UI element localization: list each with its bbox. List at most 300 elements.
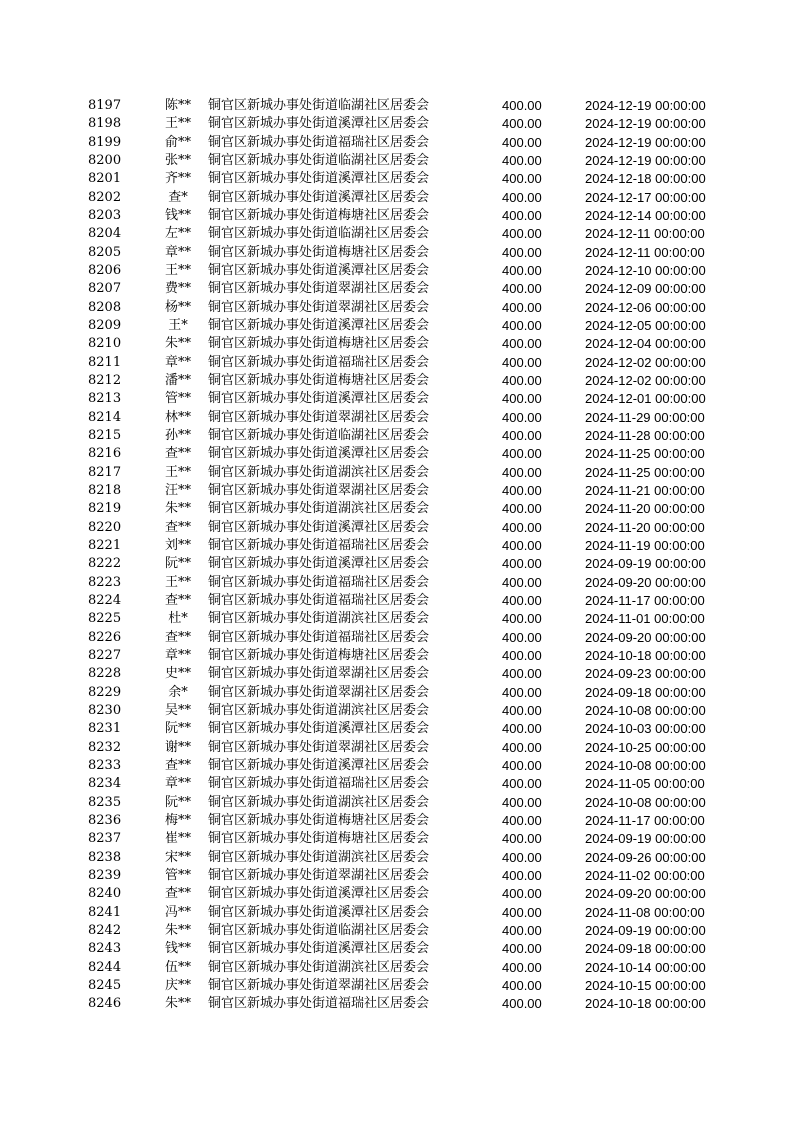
- community-name-cell: 铜官区新城办事处街道福瑞社区居委会: [208, 134, 430, 150]
- community-name-cell: 铜官区新城办事处街道临湖社区居委会: [208, 226, 430, 242]
- record-id-cell: 8223: [88, 574, 122, 590]
- payment-date-cell: 2024-12-19 00:00:00: [585, 153, 706, 169]
- amount-cell: 400.00: [502, 959, 542, 975]
- community-name-cell: 铜官区新城办事处街道溪潭社区居委会: [208, 941, 430, 957]
- amount-cell: 400.00: [502, 776, 542, 792]
- table-row: [88, 885, 715, 903]
- recipient-name-cell: 查*: [168, 189, 188, 205]
- amount-cell: 400.00: [502, 391, 542, 407]
- payment-date-cell: 2024-11-21 00:00:00: [585, 483, 705, 499]
- community-name-cell: 铜官区新城办事处街道溪潭社区居委会: [208, 391, 430, 407]
- record-id-cell: 8215: [88, 428, 122, 444]
- record-id-cell: 8243: [88, 941, 122, 957]
- table-row: [88, 317, 715, 335]
- amount-cell: 400.00: [502, 721, 542, 737]
- record-id-cell: 8235: [88, 794, 122, 810]
- recipient-name-cell: 阮**: [164, 556, 191, 572]
- amount-cell: 400.00: [502, 98, 542, 114]
- payment-date-cell: 2024-11-28 00:00:00: [585, 428, 705, 444]
- recipient-name-cell: 史**: [164, 666, 191, 682]
- payment-date-cell: 2024-12-11 00:00:00: [585, 244, 705, 260]
- payment-date-cell: 2024-10-18 00:00:00: [585, 648, 706, 663]
- payment-date-cell: 2024-11-17 00:00:00: [585, 593, 705, 609]
- amount-cell: 400.00: [502, 611, 542, 627]
- payment-date-cell: 2024-11-19 00:00:00: [585, 538, 705, 554]
- record-id-cell: 8228: [88, 666, 122, 682]
- payment-date-cell: 2024-10-08 00:00:00: [585, 702, 706, 718]
- recipient-name-cell: 汪**: [164, 483, 191, 499]
- record-id-cell: 8239: [88, 867, 122, 883]
- recipient-name-cell: 章**: [164, 244, 191, 260]
- record-id-cell: 8214: [88, 409, 122, 425]
- recipient-name-cell: 朱**: [164, 996, 191, 1012]
- table-row: [88, 940, 715, 958]
- recipient-name-cell: 钱**: [164, 208, 191, 224]
- record-id-cell: 8213: [88, 391, 122, 407]
- payment-date-cell: 2024-12-10 00:00:00: [585, 263, 706, 279]
- record-id-cell: 8210: [88, 336, 122, 352]
- amount-cell: 400.00: [502, 757, 542, 773]
- community-name-cell: 铜官区新城办事处街道临湖社区居委会: [208, 922, 430, 938]
- payment-date-cell: 2024-11-20 00:00:00: [585, 519, 705, 535]
- recipient-name-cell: 吴**: [164, 702, 191, 718]
- recipient-name-cell: 管**: [164, 391, 191, 407]
- payment-date-cell: 2024-10-15 00:00:00: [585, 977, 706, 993]
- payment-date-cell: 2024-12-19 00:00:00: [585, 116, 706, 132]
- recipient-name-cell: 庆**: [164, 977, 191, 993]
- recipient-name-cell: 查**: [164, 593, 191, 609]
- payment-date-cell: 2024-12-01 00:00:00: [585, 391, 706, 407]
- record-id-cell: 8232: [88, 739, 122, 755]
- payment-date-cell: 2024-10-03 00:00:00: [585, 721, 706, 737]
- record-id-cell: 8220: [88, 519, 122, 535]
- community-name-cell: 铜官区新城办事处街道临湖社区居委会: [208, 98, 430, 114]
- amount-cell: 400.00: [502, 501, 542, 517]
- community-name-cell: 铜官区新城办事处街道溪潭社区居委会: [208, 721, 430, 737]
- community-name-cell: 铜官区新城办事处街道福瑞社区居委会: [208, 538, 430, 554]
- table-row: [88, 299, 715, 317]
- community-name-cell: 铜官区新城办事处街道溪潭社区居委会: [208, 519, 430, 535]
- amount-cell: 400.00: [502, 281, 542, 297]
- recipient-name-cell: 刘**: [164, 538, 191, 554]
- community-name-cell: 铜官区新城办事处街道溪潭社区居委会: [208, 263, 430, 279]
- record-id-cell: 8225: [88, 611, 122, 627]
- record-id-cell: 8227: [88, 648, 122, 663]
- payment-date-cell: 2024-11-05 00:00:00: [585, 776, 705, 792]
- community-name-cell: 铜官区新城办事处街道湖滨社区居委会: [208, 464, 430, 480]
- record-id-cell: 8226: [88, 629, 122, 645]
- recipient-name-cell: 钱**: [164, 941, 191, 957]
- payment-date-cell: 2024-10-08 00:00:00: [585, 757, 706, 773]
- amount-cell: 400.00: [502, 171, 542, 187]
- record-id-cell: 8207: [88, 281, 122, 297]
- table-row: [88, 702, 715, 720]
- table-row: [88, 977, 715, 995]
- table-row: [88, 537, 715, 555]
- table-row: [88, 115, 715, 133]
- table-row: [88, 280, 715, 298]
- amount-cell: 400.00: [502, 831, 542, 847]
- table-row: [88, 262, 715, 280]
- record-id-cell: 8234: [88, 776, 122, 792]
- record-id-cell: 8236: [88, 812, 122, 828]
- amount-cell: 400.00: [502, 977, 542, 993]
- payment-date-cell: 2024-09-20 00:00:00: [585, 629, 706, 645]
- payment-date-cell: 2024-12-14 00:00:00: [585, 208, 706, 224]
- table-row: [88, 720, 715, 738]
- record-id-cell: 8199: [88, 134, 122, 150]
- community-name-cell: 铜官区新城办事处街道福瑞社区居委会: [208, 629, 430, 645]
- table-row: [88, 592, 715, 610]
- table-row: [88, 170, 715, 188]
- community-name-cell: 铜官区新城办事处街道翠湖社区居委会: [208, 684, 430, 700]
- community-name-cell: 铜官区新城办事处街道梅塘社区居委会: [208, 812, 430, 828]
- table-row: [88, 152, 715, 170]
- payment-date-cell: 2024-09-20 00:00:00: [585, 574, 706, 590]
- community-name-cell: 铜官区新城办事处街道溪潭社区居委会: [208, 904, 430, 920]
- amount-cell: 400.00: [502, 574, 542, 590]
- community-name-cell: 铜官区新城办事处街道湖滨社区居委会: [208, 501, 430, 517]
- recipient-name-cell: 杜*: [168, 611, 188, 627]
- table-row: [88, 134, 715, 152]
- payment-date-cell: 2024-12-19 00:00:00: [585, 98, 706, 114]
- table-row: [88, 207, 715, 225]
- amount-cell: 400.00: [502, 684, 542, 700]
- amount-cell: 400.00: [502, 336, 542, 352]
- recipient-name-cell: 谢**: [164, 739, 191, 755]
- community-name-cell: 铜官区新城办事处街道翠湖社区居委会: [208, 666, 430, 682]
- recipient-name-cell: 王**: [164, 574, 191, 590]
- recipient-name-cell: 费**: [164, 281, 191, 297]
- recipient-name-cell: 陈**: [164, 98, 191, 114]
- record-id-cell: 8221: [88, 538, 122, 554]
- recipient-name-cell: 宋**: [164, 849, 191, 865]
- amount-cell: 400.00: [502, 483, 542, 499]
- table-row: [88, 647, 715, 665]
- payment-date-cell: 2024-12-11 00:00:00: [585, 226, 705, 242]
- recipient-name-cell: 阮**: [164, 721, 191, 737]
- record-id-cell: 8208: [88, 299, 122, 315]
- amount-cell: 400.00: [502, 922, 542, 938]
- table-row: [88, 189, 715, 207]
- community-name-cell: 铜官区新城办事处街道福瑞社区居委会: [208, 593, 430, 609]
- payment-date-cell: 2024-12-19 00:00:00: [585, 134, 706, 150]
- record-id-cell: 8240: [88, 886, 122, 902]
- record-id-cell: 8230: [88, 702, 122, 718]
- payment-date-cell: 2024-11-20 00:00:00: [585, 501, 705, 517]
- recipient-name-cell: 查**: [164, 446, 191, 462]
- table-row: [88, 793, 715, 811]
- record-id-cell: 8224: [88, 593, 122, 609]
- recipient-name-cell: 章**: [164, 354, 191, 370]
- community-name-cell: 铜官区新城办事处街道临湖社区居委会: [208, 428, 430, 444]
- community-name-cell: 铜官区新城办事处街道溪潭社区居委会: [208, 171, 430, 187]
- record-id-cell: 8205: [88, 244, 122, 260]
- record-id-cell: 8206: [88, 263, 122, 279]
- payment-date-cell: 2024-12-02 00:00:00: [585, 373, 706, 389]
- community-name-cell: 铜官区新城办事处街道梅塘社区居委会: [208, 208, 430, 224]
- payment-date-cell: 2024-11-25 00:00:00: [585, 464, 705, 480]
- table-row: [88, 244, 715, 262]
- community-name-cell: 铜官区新城办事处街道翠湖社区居委会: [208, 977, 430, 993]
- recipient-name-cell: 王**: [164, 263, 191, 279]
- payment-date-cell: 2024-11-25 00:00:00: [585, 446, 705, 462]
- table-row: [88, 848, 715, 866]
- table-row: [88, 574, 715, 592]
- record-id-cell: 8212: [88, 373, 122, 389]
- amount-cell: 400.00: [502, 996, 542, 1012]
- community-name-cell: 铜官区新城办事处街道翠湖社区居委会: [208, 483, 430, 499]
- payment-date-cell: 2024-11-02 00:00:00: [585, 867, 705, 883]
- table-row: [88, 500, 715, 518]
- payment-date-cell: 2024-09-26 00:00:00: [585, 849, 706, 865]
- community-name-cell: 铜官区新城办事处街道梅塘社区居委会: [208, 831, 430, 847]
- recipient-name-cell: 齐**: [164, 171, 191, 187]
- record-id-cell: 8233: [88, 757, 122, 773]
- amount-cell: 400.00: [502, 794, 542, 810]
- table-row: [88, 830, 715, 848]
- recipient-name-cell: 王**: [164, 464, 191, 480]
- amount-cell: 400.00: [502, 354, 542, 370]
- recipient-name-cell: 查**: [164, 519, 191, 535]
- community-name-cell: 铜官区新城办事处街道梅塘社区居委会: [208, 244, 430, 260]
- recipient-name-cell: 朱**: [164, 336, 191, 352]
- community-name-cell: 铜官区新城办事处街道湖滨社区居委会: [208, 794, 430, 810]
- recipient-name-cell: 朱**: [164, 922, 191, 938]
- community-name-cell: 铜官区新城办事处街道翠湖社区居委会: [208, 867, 430, 883]
- amount-cell: 400.00: [502, 593, 542, 609]
- amount-cell: 400.00: [502, 849, 542, 865]
- amount-cell: 400.00: [502, 941, 542, 957]
- amount-cell: 400.00: [502, 409, 542, 425]
- table-row: [88, 775, 715, 793]
- table-row: [88, 409, 715, 427]
- recipient-name-cell: 梅**: [164, 812, 191, 828]
- recipient-name-cell: 潘**: [164, 373, 191, 389]
- payment-date-cell: 2024-12-04 00:00:00: [585, 336, 706, 352]
- community-name-cell: 铜官区新城办事处街道溪潭社区居委会: [208, 116, 430, 132]
- table-row: [88, 225, 715, 243]
- table-row: [88, 684, 715, 702]
- amount-cell: 400.00: [502, 134, 542, 150]
- table-row: [88, 354, 715, 372]
- community-name-cell: 铜官区新城办事处街道溪潭社区居委会: [208, 318, 430, 334]
- amount-cell: 400.00: [502, 666, 542, 682]
- amount-cell: 400.00: [502, 263, 542, 279]
- community-name-cell: 铜官区新城办事处街道湖滨社区居委会: [208, 702, 430, 718]
- amount-cell: 400.00: [502, 226, 542, 242]
- payment-date-cell: 2024-11-17 00:00:00: [585, 812, 705, 828]
- recipient-name-cell: 查**: [164, 757, 191, 773]
- amount-cell: 400.00: [502, 904, 542, 920]
- amount-cell: 400.00: [502, 867, 542, 883]
- amount-cell: 400.00: [502, 208, 542, 224]
- table-row: [88, 757, 715, 775]
- amount-cell: 400.00: [502, 153, 542, 169]
- community-name-cell: 铜官区新城办事处街道福瑞社区居委会: [208, 776, 430, 792]
- table-row: [88, 427, 715, 445]
- table-row: [88, 519, 715, 537]
- amount-cell: 400.00: [502, 464, 542, 480]
- table-row: [88, 335, 715, 353]
- record-id-cell: 8229: [88, 684, 122, 700]
- recipient-name-cell: 杨**: [164, 299, 191, 315]
- table-row: [88, 995, 715, 1013]
- recipient-name-cell: 余*: [168, 684, 188, 700]
- payment-date-cell: 2024-10-25 00:00:00: [585, 739, 706, 755]
- record-id-cell: 8246: [88, 996, 122, 1012]
- amount-cell: 400.00: [502, 812, 542, 828]
- recipient-name-cell: 王**: [164, 116, 191, 132]
- community-name-cell: 铜官区新城办事处街道福瑞社区居委会: [208, 996, 430, 1012]
- payment-date-cell: 2024-10-08 00:00:00: [585, 794, 706, 810]
- community-name-cell: 铜官区新城办事处街道湖滨社区居委会: [208, 959, 430, 975]
- table-row: [88, 610, 715, 628]
- records-table-body: [88, 97, 715, 1013]
- community-name-cell: 铜官区新城办事处街道湖滨社区居委会: [208, 611, 430, 627]
- amount-cell: 400.00: [502, 244, 542, 260]
- record-id-cell: 8238: [88, 849, 122, 865]
- amount-cell: 400.00: [502, 648, 542, 663]
- amount-cell: 400.00: [502, 556, 542, 572]
- community-name-cell: 铜官区新城办事处街道溪潭社区居委会: [208, 886, 430, 902]
- payment-date-cell: 2024-09-20 00:00:00: [585, 886, 706, 902]
- records-table: [88, 97, 715, 1013]
- record-id-cell: 8242: [88, 922, 122, 938]
- table-row: [88, 372, 715, 390]
- community-name-cell: 铜官区新城办事处街道梅塘社区居委会: [208, 373, 430, 389]
- table-row: [88, 445, 715, 463]
- table-row: [88, 665, 715, 683]
- record-id-cell: 8202: [88, 189, 122, 205]
- community-name-cell: 铜官区新城办事处街道翠湖社区居委会: [208, 739, 430, 755]
- table-row: [88, 903, 715, 921]
- community-name-cell: 铜官区新城办事处街道福瑞社区居委会: [208, 574, 430, 590]
- payment-date-cell: 2024-10-18 00:00:00: [585, 996, 706, 1012]
- table-row: [88, 867, 715, 885]
- community-name-cell: 铜官区新城办事处街道梅塘社区居委会: [208, 648, 430, 663]
- amount-cell: 400.00: [502, 446, 542, 462]
- amount-cell: 400.00: [502, 538, 542, 554]
- payment-date-cell: 2024-12-06 00:00:00: [585, 299, 706, 315]
- recipient-name-cell: 管**: [164, 867, 191, 883]
- record-id-cell: 8201: [88, 171, 122, 187]
- community-name-cell: 铜官区新城办事处街道翠湖社区居委会: [208, 299, 430, 315]
- record-id-cell: 8216: [88, 446, 122, 462]
- recipient-name-cell: 章**: [164, 776, 191, 792]
- record-id-cell: 8219: [88, 501, 122, 517]
- table-row: [88, 482, 715, 500]
- payment-date-cell: 2024-09-19 00:00:00: [585, 922, 706, 938]
- recipient-name-cell: 阮**: [164, 794, 191, 810]
- community-name-cell: 铜官区新城办事处街道翠湖社区居委会: [208, 409, 430, 425]
- community-name-cell: 铜官区新城办事处街道湖滨社区居委会: [208, 849, 430, 865]
- recipient-name-cell: 查**: [164, 886, 191, 902]
- recipient-name-cell: 查**: [164, 629, 191, 645]
- amount-cell: 400.00: [502, 318, 542, 334]
- payment-date-cell: 2024-09-18 00:00:00: [585, 684, 706, 700]
- table-row: [88, 97, 715, 115]
- community-name-cell: 铜官区新城办事处街道溪潭社区居委会: [208, 556, 430, 572]
- amount-cell: 400.00: [502, 116, 542, 132]
- amount-cell: 400.00: [502, 428, 542, 444]
- record-id-cell: 8204: [88, 226, 122, 242]
- record-id-cell: 8211: [88, 354, 122, 370]
- record-id-cell: 8198: [88, 116, 122, 132]
- payment-date-cell: 2024-12-09 00:00:00: [585, 281, 706, 297]
- recipient-name-cell: 左**: [164, 226, 191, 242]
- community-name-cell: 铜官区新城办事处街道翠湖社区居委会: [208, 281, 430, 297]
- payment-date-cell: 2024-09-19 00:00:00: [585, 556, 706, 572]
- amount-cell: 400.00: [502, 519, 542, 535]
- recipient-name-cell: 孙**: [164, 428, 191, 444]
- recipient-name-cell: 俞**: [164, 134, 191, 150]
- table-row: [88, 464, 715, 482]
- record-id-cell: 8209: [88, 318, 122, 334]
- recipient-name-cell: 章**: [164, 648, 191, 663]
- record-id-cell: 8197: [88, 98, 122, 114]
- table-row: [88, 738, 715, 756]
- record-id-cell: 8217: [88, 464, 122, 480]
- recipient-name-cell: 伍**: [164, 959, 191, 975]
- amount-cell: 400.00: [502, 189, 542, 205]
- recipient-name-cell: 朱**: [164, 501, 191, 517]
- payment-date-cell: 2024-09-19 00:00:00: [585, 831, 706, 847]
- payment-date-cell: 2024-10-14 00:00:00: [585, 959, 706, 975]
- recipient-name-cell: 林**: [164, 409, 191, 425]
- recipient-name-cell: 王*: [168, 318, 188, 334]
- community-name-cell: 铜官区新城办事处街道溪潭社区居委会: [208, 757, 430, 773]
- record-id-cell: 8200: [88, 153, 122, 169]
- recipient-name-cell: 崔**: [164, 831, 191, 847]
- amount-cell: 400.00: [502, 629, 542, 645]
- payment-date-cell: 2024-12-02 00:00:00: [585, 354, 706, 370]
- amount-cell: 400.00: [502, 299, 542, 315]
- recipient-name-cell: 张**: [164, 153, 191, 169]
- amount-cell: 400.00: [502, 373, 542, 389]
- record-id-cell: 8203: [88, 208, 122, 224]
- community-name-cell: 铜官区新城办事处街道临湖社区居委会: [208, 153, 430, 169]
- community-name-cell: 铜官区新城办事处街道溪潭社区居委会: [208, 189, 430, 205]
- community-name-cell: 铜官区新城办事处街道溪潭社区居委会: [208, 446, 430, 462]
- table-row: [88, 555, 715, 573]
- record-id-cell: 8222: [88, 556, 122, 572]
- payment-date-cell: 2024-11-29 00:00:00: [585, 409, 705, 425]
- community-name-cell: 铜官区新城办事处街道梅塘社区居委会: [208, 336, 430, 352]
- table-row: [88, 922, 715, 940]
- payment-date-cell: 2024-11-01 00:00:00: [585, 611, 705, 627]
- record-id-cell: 8245: [88, 977, 122, 993]
- amount-cell: 400.00: [502, 739, 542, 755]
- payment-date-cell: 2024-12-05 00:00:00: [585, 318, 706, 334]
- payment-date-cell: 2024-12-18 00:00:00: [585, 171, 706, 187]
- record-id-cell: 8241: [88, 904, 122, 920]
- record-id-cell: 8237: [88, 831, 122, 847]
- record-id-cell: 8244: [88, 959, 122, 975]
- table-row: [88, 390, 715, 408]
- amount-cell: 400.00: [502, 886, 542, 902]
- amount-cell: 400.00: [502, 702, 542, 718]
- table-row: [88, 958, 715, 976]
- record-id-cell: 8218: [88, 483, 122, 499]
- recipient-name-cell: 冯**: [164, 904, 191, 920]
- table-row: [88, 629, 715, 647]
- payment-date-cell: 2024-09-23 00:00:00: [585, 666, 706, 682]
- table-row: [88, 812, 715, 830]
- payment-date-cell: 2024-09-18 00:00:00: [585, 941, 706, 957]
- payment-date-cell: 2024-11-08 00:00:00: [585, 904, 705, 920]
- payment-date-cell: 2024-12-17 00:00:00: [585, 189, 706, 205]
